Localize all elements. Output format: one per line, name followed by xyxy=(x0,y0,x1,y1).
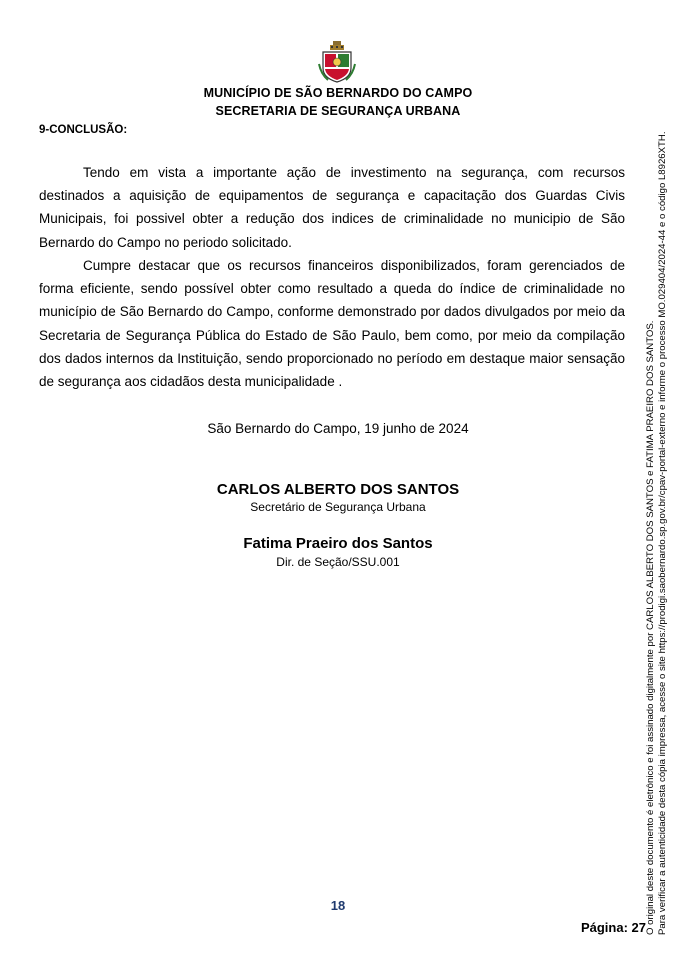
paragraph-1: Tendo em vista a importante ação de investimento na segurança, com recursos destinados a aquisição de equipamentos de segurança e capacitação dos Guardas Civis Municipais, foi possivel obter a redução dos indices de criminalidade no municipio de São Bernardo do Campo no periodo solicitado. xyxy=(39,165,625,250)
pagina-label: Página: 27 xyxy=(580,920,646,935)
header-municipality: MUNICÍPIO DE SÃO BERNARDO DO CAMPO xyxy=(203,86,473,100)
authenticity-notice-line-1: O original deste documento é eletrônico e foi assinado digitalmente por CARLOS ALBERTO DOS SANTOS e FATIMA PRAEIRO DOS SANTOS. xyxy=(645,320,656,935)
paragraph-2: Cumpre destacar que os recursos financeiros disponibilizados, foram gerenciados de forma eficiente, sendo possível obter como resultado a queda do índice de criminalidade no município de São Bernardo do Campo, conforme demonstrado por dados divulgados por meio da Secretaria de Segurança Pública do Estado de São Paulo, bem como, por meio da compilação dos dados internos da Instituição, sendo proporcionado no período em destaque maior sensação de segurança aos cidadãos desta municipalidade . xyxy=(39,258,625,390)
municipal-crest-icon xyxy=(318,40,356,84)
section-title: 9-CONCLUSÃO: xyxy=(39,124,128,136)
authenticity-notice xyxy=(645,55,669,935)
authenticity-notice-line-2: Para verificar a autenticidade desta cópia impressa, acesse o site https://prodigi.saobernardo.sp.gov.br/cpav-portal-externo e informe o processo MO.029404/2024-44 e o código L8926XTH. xyxy=(657,131,668,935)
signatory-2-role: Dir. de Seção/SSU.001 xyxy=(276,555,400,569)
signatory-1-name: CARLOS ALBERTO DOS SANTOS xyxy=(216,481,460,498)
signatory-2-name: Fatima Praeiro dos Santos xyxy=(243,535,433,552)
place-and-date: São Bernardo do Campo, 19 junho de 2024 xyxy=(207,421,469,436)
header-department: SECRETARIA DE SEGURANÇA URBANA xyxy=(215,104,461,118)
page-number: 18 xyxy=(330,898,346,913)
signatory-1-role: Secretário de Segurança Urbana xyxy=(250,500,426,514)
